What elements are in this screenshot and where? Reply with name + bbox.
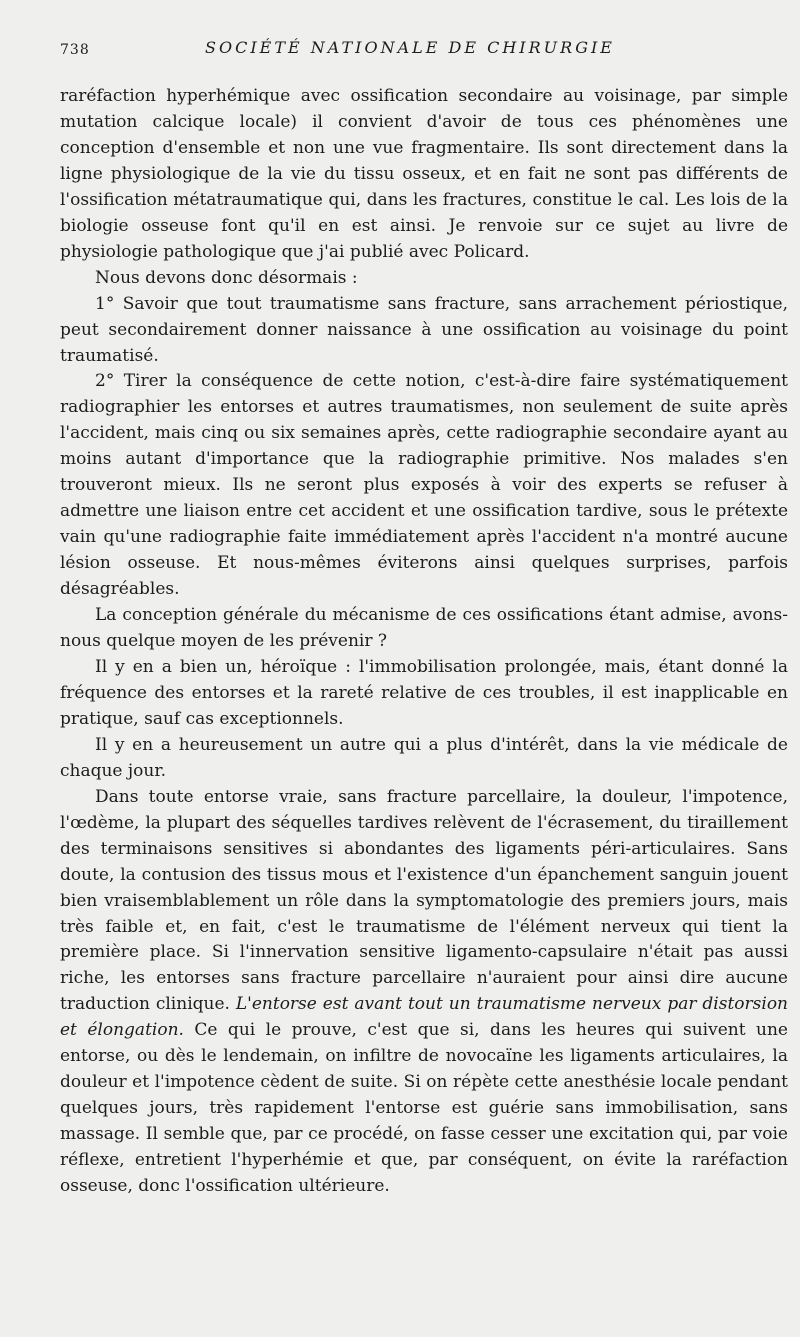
- page-number: 738: [60, 42, 90, 58]
- paragraph: Il y en a bien un, héroïque : l'immobilisation prolongée, mais, étant donné la fréquence des entorses et la rareté relative de ces troubles, il est inapplicable en pratique, sauf cas exceptionnels.: [60, 656, 788, 729]
- paragraph: [60, 785, 788, 1200]
- italic-statement: L'entorse est avant tout un traumatisme nerveux par distorsion et élongation.: [60, 994, 789, 1041]
- paragraph-text: Dans toute entorse vraie, sans fracture parcellaire, la douleur, l'impotence, l'œdème, la plupart des séquelles tardives relèvent de l'écrasement, du tiraillement des terminaisons sensitives si abondantes des ligaments péri-articulaires. Sans doute, la contusion des tissus mous et l'existence d'un épanchement sanguin jouent bien vraisemblablement un rôle dans la symptomatologie des premiers jours, mais très faible et, en fait, c'est le traumatisme de l'élément nerveux qui tient la première place. Si l'innervation sensitive ligamento-capsulaire n'était pas aussi riche, les entorses sans fracture parcellaire n'auraient pour ainsi dire aucune traduction clinique.: [60, 786, 788, 1015]
- running-title: SOCIÉTÉ NATIONALE DE CHIRURGIE: [205, 38, 615, 57]
- paragraph: 1° Savoir que tout traumatisme sans fracture, sans arrachement périostique, peut secondairement donner naissance à une ossification au voisinage du point traumatisé.: [60, 293, 788, 366]
- paragraph: 2° Tirer la conséquence de cette notion, c'est-à-dire faire systématiquement radiographier les entorses et autres traumatismes, non seulement de suite après l'accident, mais cinq ou six semaines après, cette radiographie secondaire ayant au moins autant d'importance que la radiographie primitive. Nos malades s'en trouveront mieux. Ils ne seront plus exposés à voir des experts se refuser à admettre une liaison entre cet accident et une ossification tardive, sous le prétexte vain qu'une radiographie faite immédiatement après l'accident n'a montré aucune lésion osseuse. Et nous-mêmes éviterons ainsi quelques surprises, parfois désagréables.: [60, 371, 788, 600]
- paragraph-text: Ce qui le prouve, c'est que si, dans les heures qui suivent une entorse, ou dès le lendemain, on infiltre de novocaïne les ligaments articulaires, la douleur et l'impotence cèdent de suite. Si on répète cette anesthésie locale pendant quelques jours, très rapidement l'entorse est guérie sans immobilisation, sans massage. Il semble que, par ce procédé, on fasse cesser une excitation qui, par voie réflexe, entretient l'hyperhémie et que, par conséquent, on évite la raréfaction osseuse, donc l'ossification ultérieure.: [60, 1020, 788, 1197]
- body-text: [60, 84, 788, 1200]
- paragraph: Il y en a heureusement un autre qui a plus d'intérêt, dans la vie médicale de chaque jour.: [60, 734, 788, 781]
- paragraph: La conception générale du mécanisme de ces ossifications étant admise, avons-nous quelque moyen de les prévenir ?: [60, 605, 788, 652]
- paragraph: Nous devons donc désormais :: [95, 267, 358, 288]
- running-header: [60, 38, 760, 64]
- paragraph: raréfaction hyperhémique avec ossification secondaire au voisinage, par simple mutation calcique locale) il convient d'avoir de tous ces phénomènes une conception d'ensemble et non une vue fragmentaire. Ils sont directement dans la ligne physiologique de la vie du tissu osseux, et en fait ne sont pas différents de l'ossification métatraumatique qui, dans les fractures, constitue le cal. Les lois de la biologie osseuse font qu'il en est ainsi. Je renvoie sur ce sujet au livre de physiologie pathologique que j'ai publié avec Policard.: [60, 86, 788, 262]
